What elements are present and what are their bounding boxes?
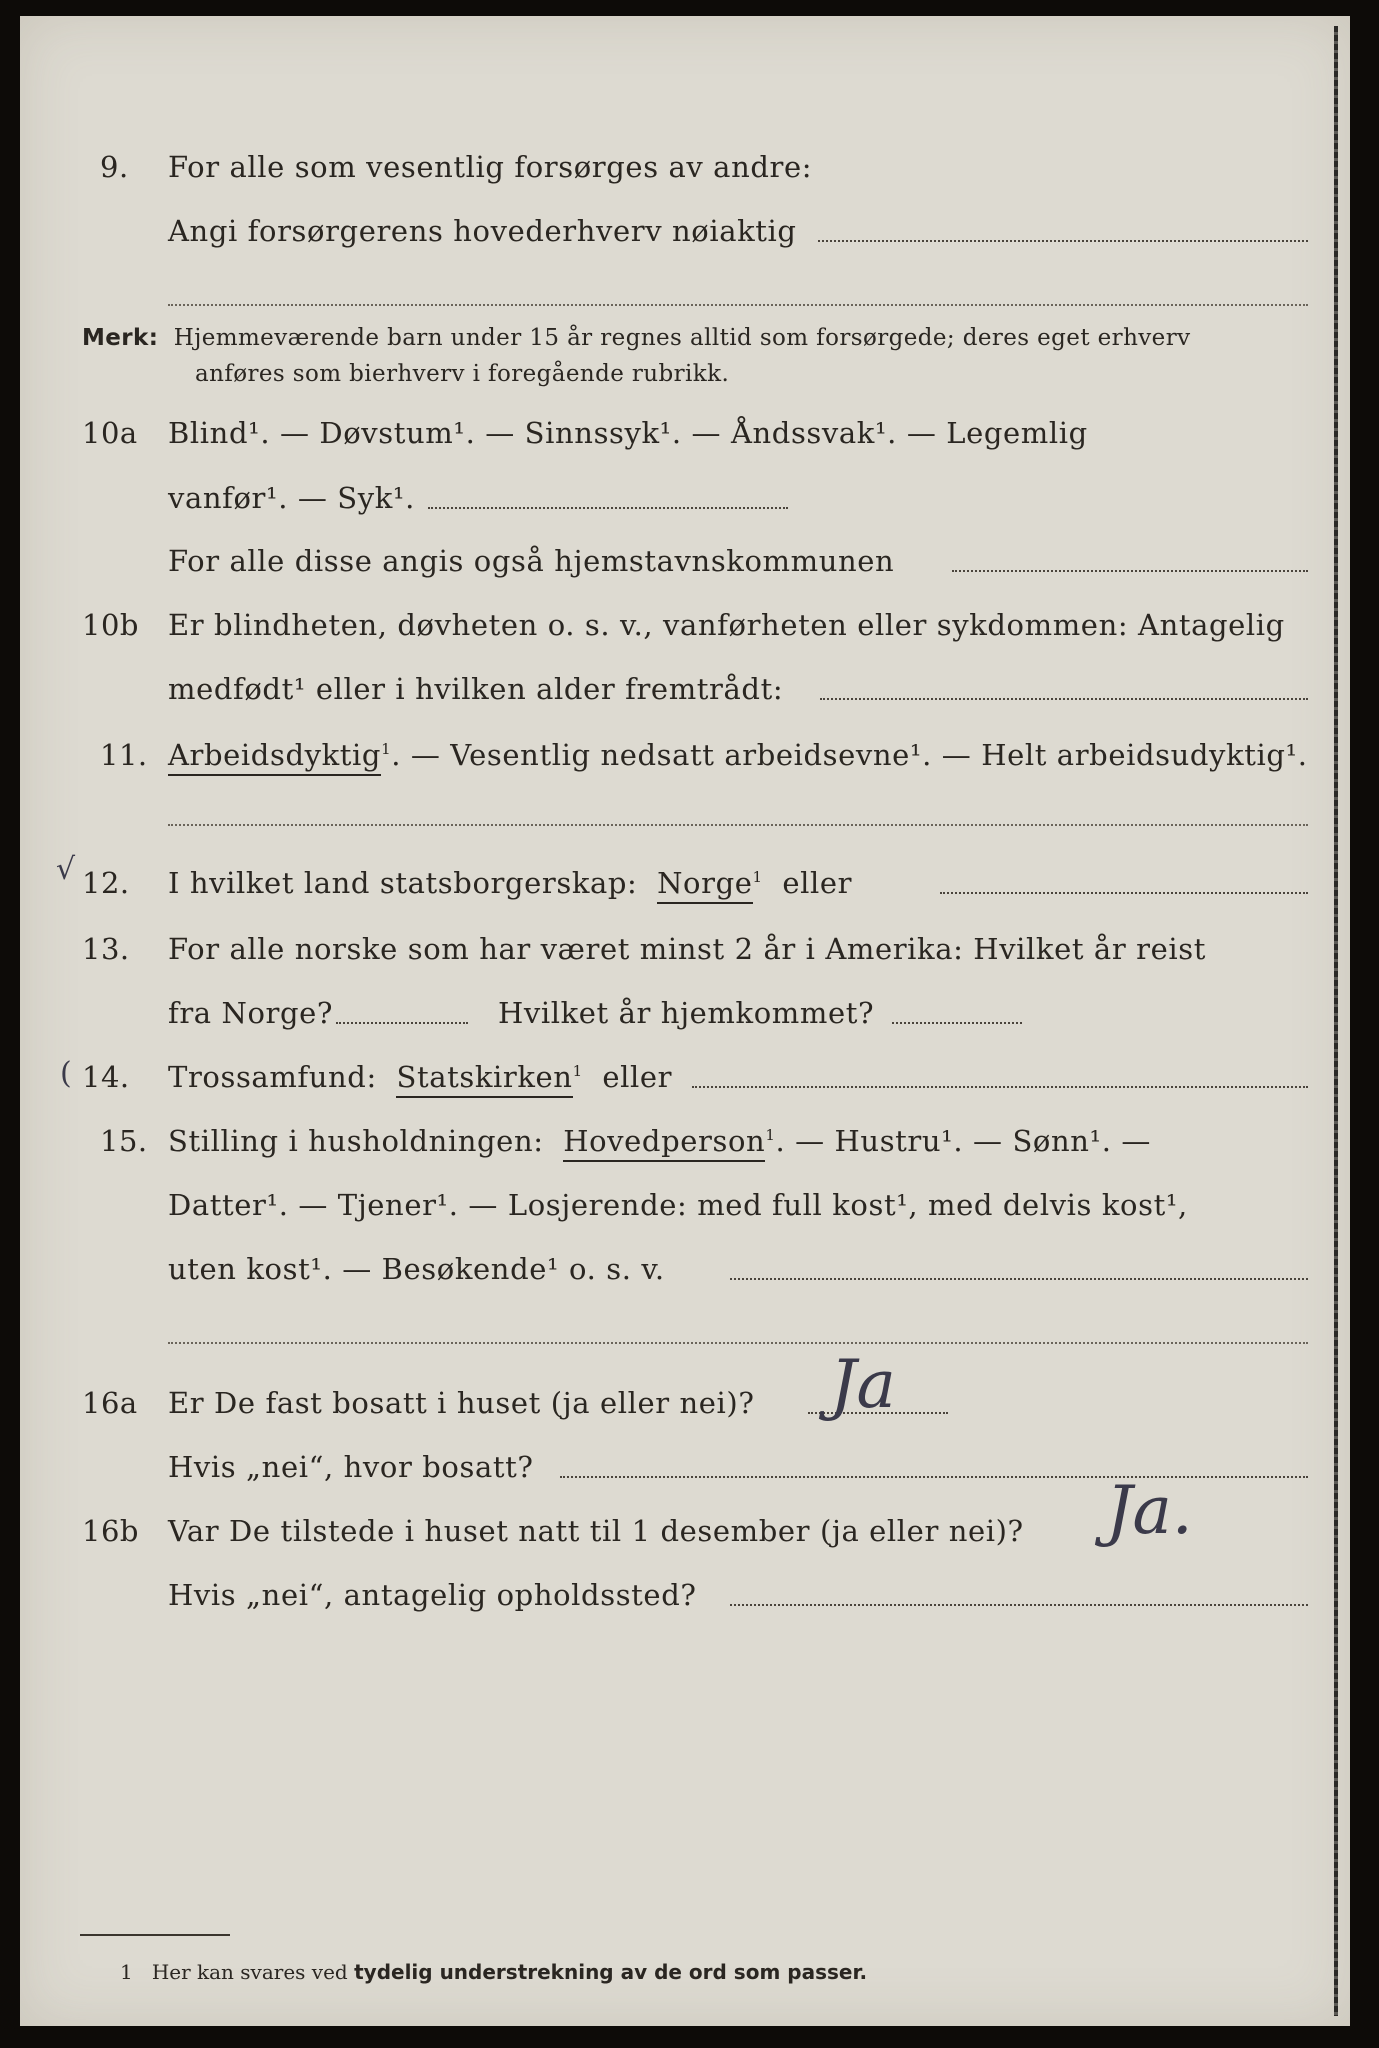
footnote	[120, 1960, 867, 1984]
q12-eller: eller	[782, 866, 853, 900]
q9-number: 9.	[100, 150, 129, 184]
margin-paren-mark: (	[60, 1056, 72, 1091]
q9-line1: For alle som vesentlig forsørges av andre:	[168, 150, 813, 184]
q13-line1: For alle norske som har været minst 2 år i Amerika: Hvilket år reist	[168, 932, 1206, 966]
q16a-handwritten-answer: Ja	[830, 1346, 896, 1423]
q10a-line2: vanfør¹. — Syk¹.	[168, 481, 415, 515]
q15-rest: . — Hustru¹. — Sønn¹. —	[775, 1124, 1151, 1158]
q15-selected: Hovedperson	[563, 1124, 765, 1162]
q10b-answer-field[interactable]	[820, 698, 1308, 700]
merk-text1: Hjemmeværende barn under 15 år regnes alltid som forsørgede; deres eget erhverv	[173, 325, 1191, 351]
q15-line3: uten kost¹. — Besøkende¹ o. s. v.	[168, 1252, 665, 1286]
q10a-line3: For alle disse angis også hjemstavnskommunen	[168, 544, 895, 578]
q12-line1: I hvilket land statsborgerskap: Norge$^1$ eller	[168, 866, 852, 900]
q10a-line1: Blind¹. — Døvstum¹. — Sinnssyk¹. — Åndssvak¹. — Legemlig	[168, 416, 1088, 450]
merk-line1	[82, 325, 1190, 351]
q16a-line1: Er De fast bosatt i huset (ja eller nei)?	[168, 1386, 755, 1420]
q14-selected: Statskirken	[396, 1060, 572, 1098]
q11-answer-field[interactable]	[168, 824, 1308, 826]
q15-text: Stilling i husholdningen:	[168, 1124, 544, 1158]
q9-line2: Angi forsørgerens hovederhverv nøiaktig	[168, 214, 797, 248]
q15-answer-field[interactable]	[730, 1278, 1308, 1280]
q9-answer-field[interactable]	[818, 240, 1308, 242]
q10a-answer-field[interactable]	[428, 507, 788, 509]
q13-reist-field[interactable]	[336, 1022, 468, 1024]
q15-line1: Stilling i husholdningen: Hovedperson$^1$. — Hustru¹. — Sønn¹. —	[168, 1124, 1151, 1158]
footnote-text-b: tydelig understrekning av de ord som passer.	[354, 1960, 868, 1984]
q11-line1: Arbeidsdyktig$^1$. — Vesentlig nedsatt arbeidsevne¹. — Helt arbeidsudyktig¹.	[168, 738, 1308, 772]
q12-text: I hvilket land statsborgerskap:	[168, 866, 638, 900]
q16b-line1: Var De tilstede i huset natt til 1 desember (ja eller nei)?	[168, 1514, 1024, 1548]
q14-answer-field[interactable]	[692, 1086, 1308, 1088]
q15-number: 15.	[100, 1124, 148, 1158]
merk-text2: anføres som bierhverv i foregående rubrikk.	[195, 361, 730, 387]
q13-line2b: Hvilket år hjemkommet?	[498, 996, 875, 1030]
q14-line1: Trossamfund: Statskirken$^1$ eller	[168, 1060, 672, 1094]
footnote-mark: 1	[120, 1960, 133, 1984]
q13-hjemkommet-field[interactable]	[892, 1022, 1022, 1024]
q11-rest: . — Vesentlig nedsatt arbeidsevne¹. — Helt arbeidsudyktig¹.	[391, 738, 1308, 772]
q10b-number: 10b	[82, 608, 139, 642]
q10a-number: 10a	[82, 416, 138, 450]
q12-number: 12.	[82, 866, 130, 900]
q10a-kommune-field[interactable]	[952, 570, 1308, 572]
census-form-page	[20, 16, 1350, 2026]
q9-answer-field-2[interactable]	[168, 304, 1308, 306]
q14-eller: eller	[602, 1060, 673, 1094]
q16b-handwritten-answer: Ja.	[1106, 1472, 1193, 1549]
q15-answer-field-2[interactable]	[168, 1342, 1308, 1344]
q12-answer-field[interactable]	[940, 892, 1308, 894]
footnote-text-a: Her kan svares ved	[151, 1960, 348, 1984]
merk-label: Merk:	[82, 325, 159, 351]
q10b-line1: Er blindheten, døvheten o. s. v., vanførheten eller sykdommen: Antagelig	[168, 608, 1285, 642]
q14-number: 14.	[82, 1060, 130, 1094]
q14-text: Trossamfund:	[168, 1060, 377, 1094]
q10b-line2: medfødt¹ eller i hvilken alder fremtrådt:	[168, 672, 784, 706]
q16a-number: 16a	[82, 1386, 138, 1420]
q16a-bosatt-field[interactable]	[560, 1476, 1308, 1478]
q16a-line2: Hvis „nei“, hvor bosatt?	[168, 1450, 534, 1484]
q12-selected: Norge	[657, 866, 752, 904]
q16b-opholdssted-field[interactable]	[730, 1604, 1308, 1606]
q15-line2: Datter¹. — Tjener¹. — Losjerende: med full kost¹, med delvis kost¹,	[168, 1188, 1188, 1222]
footnote-rule	[80, 1934, 230, 1936]
q16b-line2: Hvis „nei“, antagelig opholdssted?	[168, 1578, 697, 1612]
q13-line2a: fra Norge?	[168, 996, 334, 1030]
margin-check-mark: √	[56, 852, 76, 887]
q16b-number: 16b	[82, 1514, 139, 1548]
q11-selected: Arbeidsdyktig	[168, 738, 381, 776]
q11-number: 11.	[100, 738, 148, 772]
page-edge	[1334, 26, 1338, 2016]
q13-number: 13.	[82, 932, 130, 966]
